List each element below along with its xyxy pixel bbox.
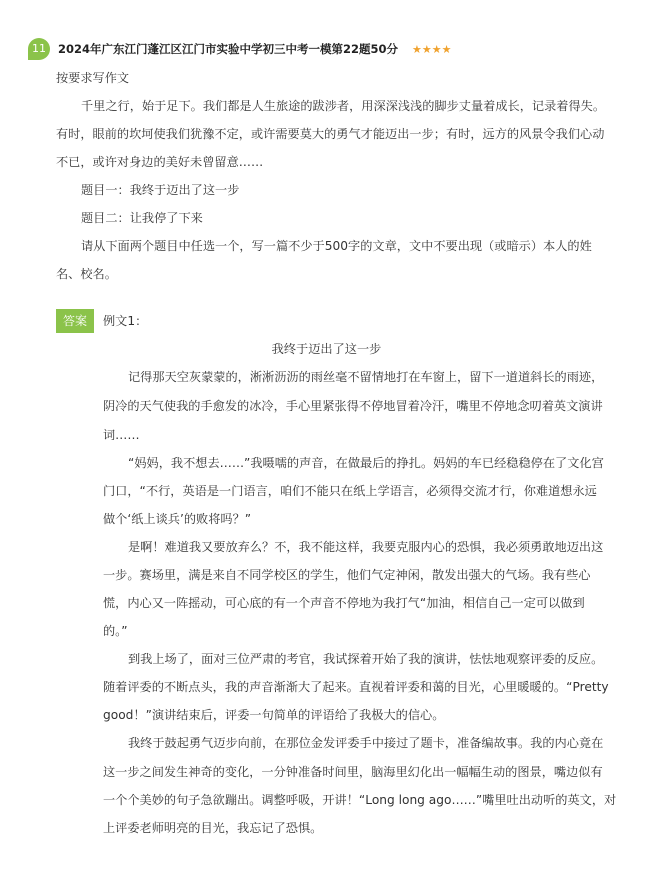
essay-line: 慌，内心又一阵摇动，可心底的有一个声音不停地为我打气“加油，相信自己一定可以做到 (103, 596, 585, 610)
question-line: 请从下面两个题目中任选一个，写一篇不少于500字的文章，文中不要出现（或暗示）本人的姓 (81, 239, 592, 253)
essay-line: 词…… (103, 428, 140, 442)
essay-line: 到我上场了，面对三位严肃的考官，我试探着开始了我的演讲，怯怯地观察评委的反应。 (128, 652, 604, 666)
essay-line: 记得那天空灰蒙蒙的，淅淅沥沥的雨丝毫不留情地打在车窗上，留下一道道斜长的雨迹， (128, 370, 604, 384)
essay-line: 阴冷的天气使我的手愈发的冰冷，手心里紧张得不停地冒着冷汗，嘴里不停地念叨着英文演讲 (103, 399, 603, 413)
question-line: 有时，眼前的坎坷使我们犹豫不定，或许需要莫大的勇气才能迈出一步；有时，远方的风景令我们心动 (56, 127, 605, 141)
essay-line: 做个‘纸上谈兵’的败将吗？” (103, 512, 252, 526)
difficulty-stars: ★★★★ (412, 43, 452, 56)
essay-line: 的。” (103, 624, 128, 638)
question-title (58, 40, 451, 59)
example-label: 例文1： (103, 314, 148, 328)
question-line: 千里之行，始于足下。我们都是人生旅途的跋涉者，用深深浅浅的脚步丈量着成长，记录着得失。 (81, 99, 606, 113)
question-instruction: 按要求写作文 (56, 71, 130, 85)
topic-two: 题目二：让我停了下来 (81, 211, 203, 225)
essay-line: 门口，“不行，英语是一门语言，咱们不能只在纸上学语言，必须得交流才行，你难道想永远 (103, 484, 597, 498)
essay-line: 上评委老师明亮的目光，我忘记了恐惧。 (103, 821, 323, 835)
essay-line: good！”演讲结束后，评委一句简单的评语给了我极大的信心。 (103, 708, 445, 722)
question-line: 不已，或许对身边的美好未曾留意…… (56, 155, 264, 169)
essay-line: 这一步之间发生神奇的变化，一分钟准备时间里，脑海里幻化出一幅幅生动的图景，嘴边似有 (103, 765, 603, 779)
essay-line: 我终于鼓起勇气迈步向前，在那位金发评委手中接过了题卡，准备编故事。我的内心竟在 (128, 736, 604, 750)
essay-title: 我终于迈出了这一步 (271, 342, 382, 356)
topic-one: 题目一：我终于迈出了这一步 (81, 183, 240, 197)
answer-badge: 答案 (56, 309, 94, 333)
question-number-badge: 11 (28, 38, 50, 60)
essay-line: 一步。赛场里，满是来自不同学校区的学生，他们气定神闲，散发出强大的气场。我有些心 (103, 568, 591, 582)
essay-line: 一个个美妙的句子急欲蹦出。调整呼吸，开讲！“Long long ago……”嘴里吐出动听的英文，对 (103, 793, 617, 807)
question-line: 名、校名。 (56, 267, 117, 281)
question-title-text: 2024年广东江门蓬江区江门市实验中学初三中考一模第22题50分 (58, 42, 399, 56)
essay-line: “妈妈，我不想去……”我嗫嚅的声音，在做最后的挣扎。妈妈的车已经稳稳停在了文化宫 (128, 456, 604, 470)
essay-line: 随着评委的不断点头，我的声音渐渐大了起来。直视着评委和蔼的目光，心里暖暖的。“Pretty (103, 680, 609, 694)
essay-line: 是啊！难道我又要放弃么？不，我不能这样，我要克服内心的恐惧，我必须勇敢地迈出这 (128, 540, 604, 554)
question-header (28, 38, 628, 62)
